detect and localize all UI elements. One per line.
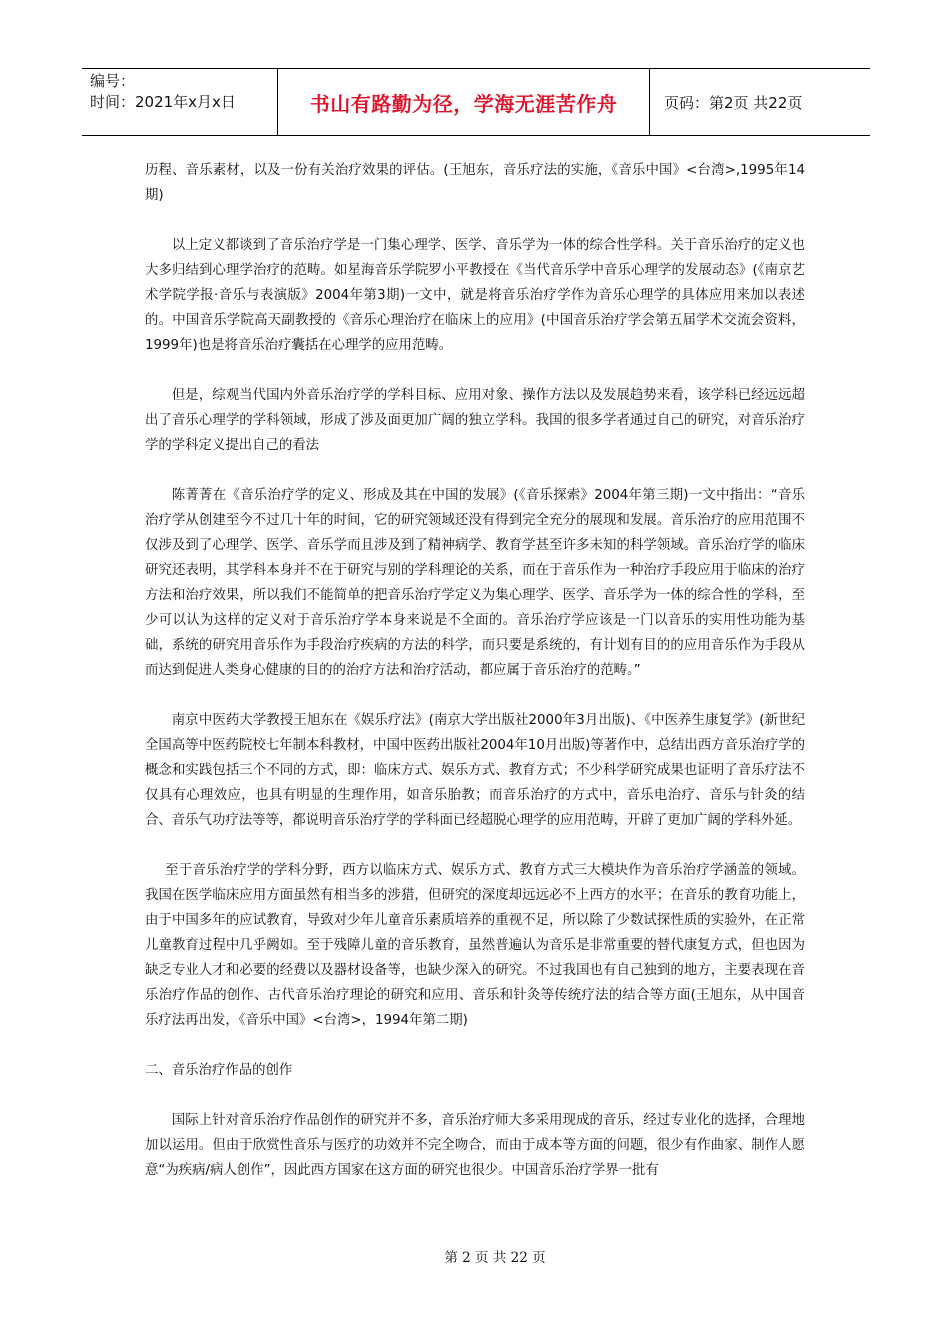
page-footer: 第 2 页 共 22 页 xyxy=(444,1250,546,1266)
paragraph: 南京中医药大学教授王旭东在《娱乐疗法》(南京大学出版社2000年3月出版)、《中医养生康复学》(新世纪全国高等中医药院校七年制本科教材，中国中医药出版社2004年10月出版)等著作中，总结出西方音乐治疗学的概念和实践包括三个不同的方式，即：临床方式、娱乐方式、教育方式；不少科学研究成果也证明了音乐疗法不仅具有心理效应，也具有明显的生理作用，如音乐胎教；而音乐治疗的方式中，音乐电治疗、音乐与针灸的结合、音乐气功疗法等等，都说明音乐治疗学的学科面已经超脱心理学的应用范畴，开辟了更加广阔的学科外延。 xyxy=(145,713,805,828)
header-motto: 书山有路勤为径，学海无涯苦作舟 xyxy=(278,69,650,135)
paragraph: 国际上针对音乐治疗作品创作的研究并不多，音乐治疗师大多采用现成的音乐，经过专业化的选择，合理地加以运用。但由于欣赏性音乐与医疗的功效并不完全吻合，而由于成本等方面的问题，很少有作曲家、制作人愿意“为疾病/病人创作”，因此西方国家在这方面的研究也很少。中国音乐治疗学界一批有 xyxy=(145,1113,805,1178)
paragraph: 但是，综观当代国内外音乐治疗学的学科目标、应用对象、操作方法以及发展趋势来看，该学科已经远远超出了音乐心理学的学科领域，形成了涉及面更加广阔的独立学科。我国的很多学者通过自己的研究，对音乐治疗学的学科定义提出自己的看法 xyxy=(145,388,805,453)
header-page-info: 页码：第2页 共22页 xyxy=(664,93,803,112)
document-date: 时间：2021年x月x日 xyxy=(90,93,236,111)
paragraph: 至于音乐治疗学的学科分野，西方以临床方式、娱乐方式、教育方式三大模块作为音乐治疗学涵盖的领域。我国在医学临床应用方面虽然有相当多的涉猎，但研究的深度却远远必不上西方的水平；在音乐的教育功能上，由于中国多年的应试教育，导致对少年儿童音乐素质培养的重视不足，所以除了少数试探性质的实验外，在正常儿童教育过程中几乎阙如。至于残障儿童的音乐教育，虽然普遍认为音乐是非常重要的替代康复方式，但也因为缺乏专业人才和必要的经费以及器材设备等，也缺少深入的研究。不过我国也有自己独到的地方，主要表现在音乐治疗作品的创作、古代音乐治疗理论的研究和应用、音乐和针灸等传统疗法的结合等方面(王旭东，从中国音乐疗法再出发，《音乐中国》<台湾>，1994年第二期) xyxy=(145,863,805,1028)
page-header xyxy=(82,68,870,136)
paragraph: 以上定义都谈到了音乐治疗学是一门集心理学、医学、音乐学为一体的综合性学科。关于音乐治疗的定义也大多归结到心理学治疗的范畴。如星海音乐学院罗小平教授在《当代音乐学中音乐心理学的发展动态》(《南京艺术学院学报·音乐与表演版》2004年第3期)一文中，就是将音乐治疗学作为音乐心理学的具体应用来加以表述的。中国音乐学院高天副教授的《音乐心理治疗在临床上的应用》(中国音乐治疗学会第五届学术交流会资料，1999年)也是将音乐治疗囊括在心理学的应用范畴。 xyxy=(145,238,805,353)
document-body xyxy=(145,158,805,1208)
header-meta xyxy=(82,69,278,135)
section-heading: 二、音乐治疗作品的创作 xyxy=(145,1063,293,1078)
paragraph-continued: 历程、音乐素材，以及一份有关治疗效果的评估。(王旭东，音乐疗法的实施，《音乐中国》<台湾>,1995年14期) xyxy=(145,163,805,203)
document-number-label: 编号： xyxy=(90,72,136,90)
paragraph: 陈菁菁在《音乐治疗学的定义、形成及其在中国的发展》(《音乐探索》2004年第三期)一文中指出：“音乐治疗学从创建至今不过几十年的时间，它的研究领域还没有得到完全充分的展现和发展。音乐治疗的应用范围不仅涉及到了心理学、医学、音乐学而且涉及到了精神病学、教育学甚至许多未知的科学领域。音乐治疗学的临床研究还表明，其学科本身并不在于研究与别的学科理论的关系，而在于音乐作为一种治疗手段应用于临床的治疗方法和治疗效果，所以我们不能简单的把音乐治疗学定义为集心理学、医学、音乐学为一体的综合性的学科，至少可以认为这样的定义对于音乐治疗学本身来说是不全面的。音乐治疗学应该是一门以音乐的实用性功能为基础，系统的研究用音乐作为手段治疗疾病的方法的科学，而只要是系统的，有计划有目的的应用音乐作为手段从而达到促进人类身心健康的目的的治疗方法和治疗活动，都应属于音乐治疗的范畴。” xyxy=(145,488,805,678)
